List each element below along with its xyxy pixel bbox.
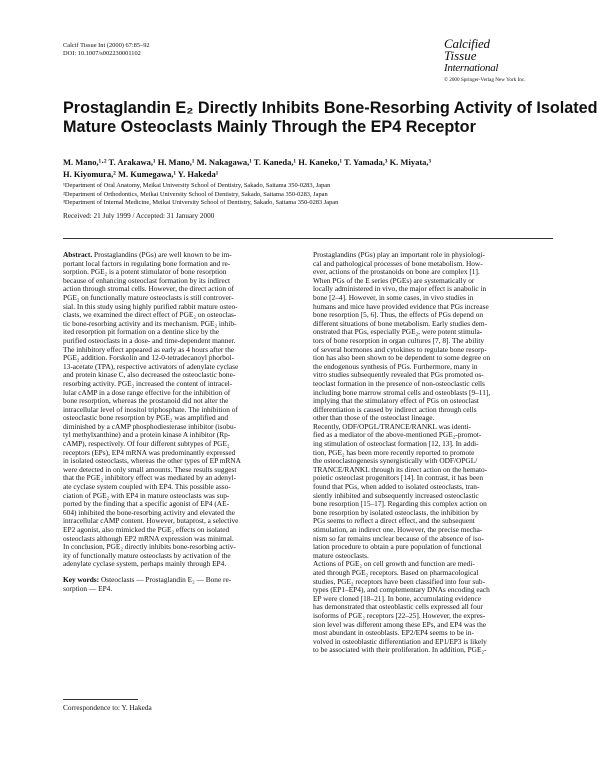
abstract-line: In conclusion, PGE₂ directly inhibits bone-resorbing activ- [63,542,236,552]
body-line: siently inhibited and subsequently increased osteoclastic [313,490,479,500]
body-line: onstrated that PGs, especially PGE₂, were potent stimula- [313,327,483,337]
affiliation-2: ²Department of Orthodontics, Meikai University School of Dentistry, Sakado, Saitama 350-0283, Japan [63,190,328,198]
body-line: humans and mice have provided evidence that PGs increase [313,301,489,311]
abstract-line: that the PGE₂ inhibitory effect was mediated by an adenyl- [63,473,237,483]
abstract-body [63,260,302,569]
body-line: When PGs of the E series (PGEs) are systematically or [313,275,475,285]
footnote-rule [63,699,138,700]
body-line: the osteoclastogenesis synergistically with ODF/OPGL/ [313,456,478,466]
abstract-line: clasts, we examined the direct effect of PGE₂ on osteoclas- [63,310,237,320]
body-line: volved in osteoblastic differentiation and EP1/EP3 is likely [313,636,487,646]
abstract-line: and protein kinase C, also decreased the osteoclastic bone- [63,370,236,380]
body-line: tion, PGE₂ has been more recently reported to promote [313,447,475,457]
abstract-line: lular cAMP in a dose range effective for the inhibition of [63,387,231,397]
body-line: ing stimulation of osteoclast formation [12, 13]. In addi- [313,439,479,449]
authors-line-2: H. Kiyomura,² M. Kumegawa,¹ Y. Hakeda¹ [63,168,219,179]
abstract-line: resorbing activity. PGE₂ increased the content of intracel- [63,378,233,388]
abstract-column [63,251,302,593]
abstract-label: Abstract. [63,250,93,259]
abstract-line: receptors (EPs), EP4 mRNA was predominantly expressed [63,447,236,457]
body-column [313,251,552,655]
abstract-line: ited resorption pit formation on a dentine slice by the [63,327,220,337]
body-line: implying that the stimulatory effect of PGs on osteoclast [313,396,479,406]
body-line: has demonstrated that osteoblastic cells expressed all four [313,602,483,612]
journal-logo [444,38,552,84]
body-line: stimulation, an indirect one. However, the precise mecha- [313,525,483,534]
abstract-line: PGE₂ addition. Forskolin and 12-0-tetradecanoyl phorbol- [63,353,235,363]
body-line: differentiation is caused by indirect action through cells [313,404,477,414]
body-line: other than those of the osteoclast lineage. [313,413,435,423]
body-line: studies, PGE₂ receptors have been classified into four sub- [313,576,486,586]
abstract-line: tyl methylxanthine) and a protein kinase A inhibitor (Rp- [63,430,231,440]
abstract-line: diminished by a cAMP phosphodiesterase inhibitor (isobu- [63,421,237,431]
abstract-line: action through stromal cells. However, the direct action of [63,284,235,294]
authors-line-1: M. Mano,¹·² T. Arakawa,¹ H. Mano,¹ M. Nakagawa,¹ T. Kaneda,¹ H. Kaneko,¹ T. Yamada,³ K. Miyata,³ [63,157,432,167]
correspondence-note: Correspondence to: Y. Hakeda [63,703,152,712]
body-line: teoclast formation in the presence of non-osteoclastic cells [313,378,485,388]
abstract-line: intracellular level of inositol triphosphate. The inhibition of [63,404,238,414]
abstract-line: were detected in only small amounts. These results suggest [63,464,237,474]
abstract-line: bone resorption, whereas the prostanoid did not alter the [63,396,229,406]
keywords-label: Key words: [63,574,100,584]
body-line: types (EP1–EP4), and complementary DNAs encoding each [313,585,490,595]
header-divider [63,238,553,239]
body-line: tors of bone resorption in organ cultures [7, 8]. The ability [313,335,485,345]
abstract-line: adenylate cyclase system, perhaps mainly through EP4. [63,559,227,569]
keywords [63,576,302,593]
body-line: Actions of PGE₂ on cell growth and function are medi- [313,559,475,569]
body-line: bone resorption [5, 6]. Thus, the effects of PGs depend on [313,310,484,320]
body-line: PGs seems to reflect a direct effect, and the subsequent [313,516,475,526]
body-line: of several hormones and cytokines to regulate bone resorp- [313,344,487,354]
abstract-line: sial. In this study using highly purified rabbit mature osteo- [63,301,238,311]
logo-line-3: International [444,62,499,74]
body-line: isoforms of PGE₂ receptors [22–25]. However, the expres- [313,610,486,620]
body-line: lation procedure to obtain a pure population of functional [313,542,482,552]
logo-copyright: © 2000 Springer-Verlag New York Inc. [444,77,526,83]
body-line: to be associated with their proliferation. In addition, PGE₂- [313,645,487,655]
abstract-line: Prostaglandins (PGs) are well known to be im- [94,250,232,259]
abstract-line: osteoclasts although EP2 mRNA expression was minimal. [63,533,234,543]
abstract-line: ported by the finding that a specific agonist of EP4 (AE- [63,499,230,509]
journal-citation: Calcif Tissue Int (2000) 67:85–92 [63,42,150,49]
affiliation-3: ³Department of Internal Medicine, Meikai University School of Dentistry, Sakado, Saitama 350-0283 Japan [63,199,339,206]
body-line: ever, actions of the prostanoids on bone are complex [1]. [313,267,480,277]
abstract-line: EP2 agonist, also mimicked the PGE₂ effects on isolated [63,525,230,534]
abstract-line: purified osteoclasts in a dose- and time-dependent manner. [63,335,236,345]
keywords-text: Osteoclasts — Prostaglandin E₂ — Bone re- [100,574,232,584]
title-line-1: Prostaglandin E₂ Directly Inhibits Bone-Resorbing Activity of Isolated [63,99,598,117]
logo-line-1: Calcified [444,36,490,51]
body-line: poietic osteoclast progenitors [14]. In contrast, it has been [313,473,484,483]
received-dates: Received: 21 July 1999 / Accepted: 31 January 2000 [63,212,215,220]
abstract-line: because of enhancing osteoclast formation by its indirect [63,275,231,285]
abstract-line: PGE₂ on functionally mature osteoclasts is still controver- [63,292,234,302]
journal-header [63,42,150,58]
body-line: EP were cloned [18–21]. In bone, accumulating evidence [313,593,481,603]
body-line: nism so far remains unclear because of the absence of iso- [313,533,484,543]
abstract-line: 604) inhibited the bone-resorbing activity and elevated the [63,507,235,517]
body-line: ated through PGE₂ receptors. Based on pharmacological [313,567,479,577]
keywords-line-2: sorption — EP4. [63,583,113,593]
abstract-line: The inhibitory effect appeared as early as 4 hours after the [63,344,235,354]
body-line: cal and pathological processes of bone metabolism. How- [313,258,483,268]
abstract-line: ity of functionally mature osteoclasts by activation of the [63,550,231,560]
body-line: found that PGs, when added to isolated osteoclasts, tran- [313,482,480,492]
abstract-line: osteoclastic bone resorption by PGE₂ was amplified and [63,413,229,423]
abstract-line: ate cyclase system coupled with EP4. This possible asso- [63,482,231,492]
article-title [63,99,598,136]
abstract-line: 13-acetate (TPA), respective activators of adenylate cyclase [63,361,239,371]
body-line: bone resorption by isolated osteoclasts, the inhibition by [313,507,479,517]
abstract-line: tic bone-resorbing activity and its mechanism. PGE₂ inhib- [63,318,237,328]
abstract-line: portant local factors in regulating bone formation and re- [63,258,231,268]
title-line-2: Mature Osteoclasts Mainly Through the EP4 Receptor [63,117,476,136]
body-line: fied as a mediator of the above-mentioned PGE₂-promot- [313,430,482,440]
body-line: TRANCE/RANKL through its direct action on the hemato- [313,464,488,474]
affiliation-1: ¹Department of Oral Anatomy, Meikai University School of Dentistry, Sakado, Saitama 350-0283, Japan [63,182,331,189]
author-list [63,157,553,180]
journal-doi: DOI: 10.1007/s002230001102 [63,50,141,58]
body-line: the endogenous synthesis of PGs. Furthermore, many in [313,361,478,371]
body-line: including bone marrow stromal cells and osteoblasts [9–11], [313,387,491,397]
body-line: vitro studies subsequently revealed that PGs promoted os- [313,370,484,380]
abstract-line: in isolated osteoclasts, whereas the other types of EP mRNA [63,456,241,466]
body-line: most abundant in osteoblasts. EP2/EP4 seems to be in- [313,628,474,638]
body-line: sion level was different among these EPs, and EP4 was the [313,619,487,629]
abstract-line: sorption. PGE₂ is a potent stimulator of bone resorption [63,267,227,277]
abstract-line: intracellular cAMP content. However, butaprost, a selective [63,516,239,526]
body-line: Recently, ODF/OPGL/TRANCE/RANKL was identi- [313,421,471,431]
body-line: bone resorption [15–17]. Regarding this complex action on [313,499,487,509]
body-line: mature osteoclasts. [313,550,369,560]
abstract-line: cAMP), respectively. Of four different subtypes of PGE₂ [63,439,230,449]
logo-line-2: Tissue [444,48,477,63]
abstract-line: ciation of PGE₂ with EP4 in mature osteoclasts was sup- [63,490,230,500]
body-line: locally administered in vivo, the major effect is anabolic in [313,284,487,294]
body-line: Prostaglandins (PGs) play an important role in physiologi- [313,250,485,259]
body-line: bone [2–4]. However, in some cases, in vivo studies in [313,292,474,302]
affiliations [63,182,553,208]
body-line: different situations of bone metabolism. Early studies dem- [313,318,488,328]
body-line: tion has also been shown to be dependent to some degree on [313,353,491,363]
